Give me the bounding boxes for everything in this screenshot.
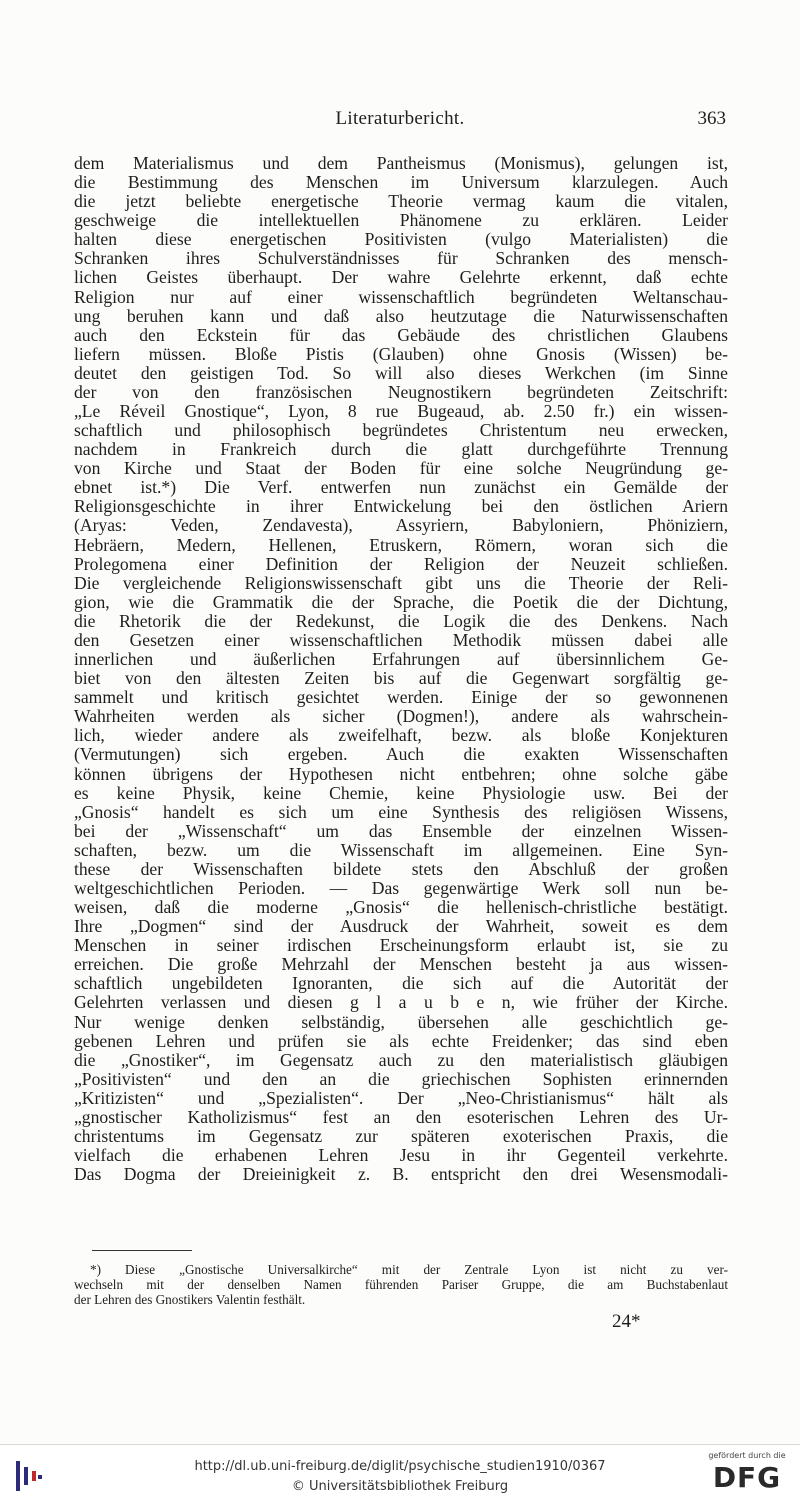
text-line: Ihre „Dogmen“ sind der Ausdruck der Wahrheit, soweit es dem (74, 916, 728, 937)
text-line: können übrigens der Hypothesen nicht entbehren; ohne solche gäbe (74, 763, 728, 784)
dfg-logo-text: DFG (712, 1461, 782, 1494)
text-line: Schranken ihres Schulverständnisses für Schranken des mensch- (74, 248, 728, 269)
text-line: dem Materialismus und dem Pantheismus (Monismus), gelungen ist, (74, 153, 728, 173)
text-line: ebnet ist.*) Die Verf. entwerfen nun zunächst ein Gemälde der (74, 477, 728, 498)
text-line: schaftlich und philosophisch begründetes Christentum neu erwecken, (74, 420, 728, 441)
text-line: these der Wissenschaften bildete stets den Abschluß der großen (74, 858, 728, 879)
text-line: innerlichen und äußerlichen Erfahrungen auf übersinnlichem Ge- (74, 649, 728, 670)
text-line: nachdem in Frankreich durch die glatt durchgeführte Trennung (74, 439, 728, 460)
text-line: schaftlich ungebildeten Ignoranten, die sich auf die Autorität der (74, 973, 728, 994)
text-line: halten diese energetischen Positivisten (vulgo Materialisten) die (74, 229, 728, 250)
text-line: vielfach die erhabenen Lehren Jesu in ihr Gegenteil verkehrte. (74, 1145, 728, 1166)
text-line: gion, wie die Grammatik die der Sprache, die Poetik die der Dichtung, (74, 591, 728, 612)
text-line: ung beruhen kann und daß also heutzutage die Naturwissenschaften (74, 305, 728, 326)
text-line: schaften, bezw. um die Wissenschaft im allgemeinen. Eine Syn- (74, 839, 728, 860)
text-line: (Vermutungen) sich ergeben. Auch die exakten Wissenschaften (74, 744, 728, 765)
text-line: deutet den geistigen Tod. So will also dieses Werkchen (im Sinne (74, 362, 728, 383)
text-line: sammelt und kritisch gesichtet werden. Einige der so gewonnenen (74, 687, 728, 708)
text-line: von Kirche und Staat der Boden für eine solche Neugründung ge- (74, 458, 728, 479)
text-line: die jetzt beliebte energetische Theorie vermag kaum die vitalen, (74, 191, 728, 212)
running-title: Literaturbericht. (335, 108, 465, 129)
text-line: erreichen. Die große Mehrzahl der Menschen besteht ja aus wissen- (74, 954, 728, 975)
text-line: weltgeschichtlichen Perioden. — Das gegenwärtige Werk soll nun be- (74, 877, 728, 898)
dfg-logo (706, 1451, 788, 1501)
page-number: 363 (697, 108, 726, 129)
text-line: die Rhetorik die der Redekunst, die Logik die des Denkens. Nach (74, 610, 728, 631)
text-line: den Gesetzen einer wissenschaftlichen Methodik müssen dabei alle (74, 629, 728, 650)
text-line: „Gnosis“ handelt es sich um eine Synthesis des religiösen Wissens, (74, 801, 728, 822)
body-text (74, 154, 728, 1184)
text-line: biet von den ältesten Zeiten bis auf die Gegenwart sorgfältig ge- (74, 668, 728, 689)
text-line: gebenen Lehren und prüfen sie als echte Freidenker; das sind eben (74, 1030, 728, 1051)
text-line: liefern müssen. Bloße Pistis (Glauben) ohne Gnosis (Wissen) be- (74, 343, 728, 364)
footnote-line: *) Diese „Gnostische Universalkirche“ mit der Zentrale Lyon ist nicht zu ver- (90, 1262, 728, 1277)
dfg-sponsor-note: gefördert durch die (708, 1451, 786, 1460)
text-line: „Kritizisten“ und „Spezialisten“. Der „Neo-Christianismus“ hält als (74, 1087, 728, 1108)
text-line: Gelehrten verlassen und diesen g l a u b e n, wie früher der Kirche. (74, 992, 728, 1013)
copyright-notice: © Universitätsbibliothek Freiburg (291, 1479, 509, 1494)
text-line: auch den Eckstein für das Gebäude des christlichen Glaubens (74, 324, 728, 345)
text-line: Religionsgeschichte in ihrer Entwickelung bei den östlichen Ariern (74, 496, 728, 517)
text-line: „gnostischer Katholizismus“ fest an den esoterischen Lehren des Ur- (74, 1106, 728, 1127)
text-line: lichen Geistes überhaupt. Der wahre Gelehrte erkennt, daß echte (74, 267, 728, 288)
viewer-footer (0, 1444, 800, 1505)
text-line: die Bestimmung des Menschen im Universum klarzulegen. Auch (74, 172, 728, 193)
footnote-line: der Lehren des Gnostikers Valentin festhält. (74, 1292, 306, 1307)
text-line: Hebräern, Medern, Hellenen, Etruskern, Römern, woran sich die (74, 534, 728, 555)
text-line: der von den französischen Neugnostikern begründeten Zeitschrift: (74, 381, 728, 402)
text-line: Das Dogma der Dreieinigkeit z. B. entspricht den drei Wesensmodali- (74, 1164, 728, 1185)
text-line: Die vergleichende Religionswissenschaft gibt uns die Theorie der Reli- (74, 572, 728, 593)
footnote-line: wechseln mit der denselben Namen führenden Pariser Gruppe, die am Buchstabenlaut (74, 1277, 728, 1292)
permalink-url[interactable]: http://dl.ub.uni-freiburg.de/diglit/psychische_studien1910/0367 (194, 1459, 606, 1474)
footnote (74, 1262, 728, 1307)
text-line: Menschen in seiner irdischen Erscheinungsform erlaubt ist, sie zu (74, 935, 728, 956)
footnote-rule (92, 1250, 192, 1251)
text-line: christentums im Gegensatz zur späteren exoterischen Praxis, die (74, 1125, 728, 1146)
text-line: „Positivisten“ und den an die griechischen Sophisten erinnernden (74, 1068, 728, 1089)
page-header (74, 108, 726, 134)
text-line: die „Gnostiker“, im Gegensatz auch zu den materialistisch gläubigen (74, 1049, 728, 1070)
text-line: es keine Physik, keine Chemie, keine Physiologie usw. Bei der (74, 782, 728, 803)
text-line: geschweige die intellektuellen Phänomene zu erklären. Leider (74, 210, 728, 231)
text-line: Wahrheiten werden als sicher (Dogmen!), andere als wahrschein- (74, 706, 728, 727)
signature-mark: 24* (612, 1311, 641, 1332)
text-line: Prolegomena einer Definition der Religion der Neuzeit schließen. (74, 553, 728, 574)
text-line: Religion nur auf einer wissenschaftlich begründeten Weltanschau- (74, 286, 728, 307)
text-line: weisen, daß die moderne „Gnosis“ die hellenisch-christliche bestätigt. (74, 897, 728, 918)
text-line: „Le Réveil Gnostique“, Lyon, 8 rue Bugeaud, ab. 2.50 fr.) ein wissen- (74, 401, 728, 422)
text-line: bei der „Wissenschaft“ um das Ensemble der einzelnen Wissen- (74, 820, 728, 841)
text-line: Nur wenige denken selbständig, übersehen alle geschichtlich ge- (74, 1011, 728, 1032)
text-line: (Aryas: Veden, Zendavesta), Assyriern, Babyloniern, Phöniziern, (74, 515, 728, 536)
text-line: lich, wieder andere als zweifelhaft, bezw. als bloße Konjekturen (74, 725, 728, 746)
